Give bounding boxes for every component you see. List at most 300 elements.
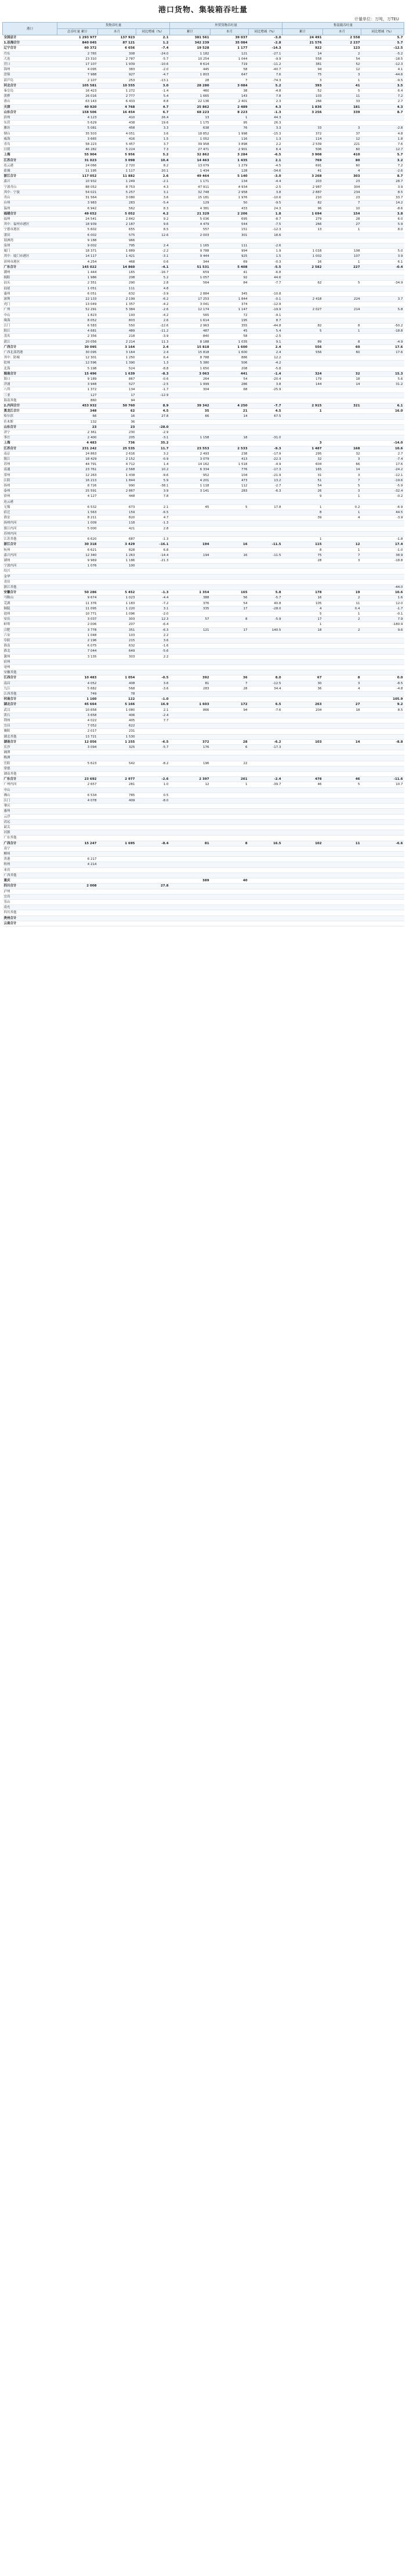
value-cell: 33.7 [361,195,404,201]
value-cell: -1.3 [136,521,170,526]
value-cell [170,649,211,654]
port-name-cell: 台州 [3,201,57,206]
value-cell: 1 357 [98,302,136,307]
value-cell: 17.4 [361,542,404,547]
value-cell [98,579,136,584]
value-cell: 2 351 [57,281,98,286]
value-cell [98,889,136,894]
value-cell [249,724,282,729]
value-cell [211,644,249,649]
value-cell: 165 [98,270,136,275]
value-cell: -6.5 [249,152,282,158]
value-cell [249,878,282,884]
value-cell: 10.6 [361,590,404,595]
value-cell: 3 898 [211,142,249,147]
value-cell: 17.8 [249,504,282,510]
table-row [3,78,404,83]
value-cell: 17 [211,606,249,611]
value-cell: 11 882 [98,174,136,179]
value-cell: 2 206 [211,211,249,216]
value-cell: -5.7 [249,595,282,601]
value-cell: 8.3 [136,206,170,211]
value-cell [282,302,323,307]
value-cell: 114 [282,136,323,141]
value-cell: 413 [211,457,249,462]
value-cell: -4.5 [249,163,282,168]
value-cell [170,899,211,904]
table-row [3,441,404,446]
value-cell: 207 [98,622,136,627]
value-cell [170,584,211,590]
value-cell [249,664,282,670]
value-cell [361,830,404,835]
value-cell: -8.4 [136,841,170,846]
value-cell [361,878,404,884]
value-cell: 1 [282,504,323,510]
value-cell: 562 [98,206,136,211]
value-cell: 66 [323,462,361,467]
port-name-cell: 广东其他 [3,835,57,841]
value-cell: 1 293 977 [57,35,98,41]
table-row [3,110,404,115]
value-cell: 32 862 [170,152,211,158]
table-row [3,281,404,286]
value-cell [249,830,282,835]
port-name-cell: 芜湖 [3,601,57,606]
port-name-cell: 深圳 [3,296,57,301]
value-cell: 2.4 [249,350,282,355]
table-row [3,404,404,409]
value-cell [361,574,404,579]
value-cell: 3.3 [249,126,282,131]
value-cell: 3.8 [361,211,404,216]
value-cell: 9 788 [170,249,211,254]
value-cell: 785 [98,793,136,798]
value-cell [323,664,361,670]
value-cell [211,798,249,804]
value-cell: 58 223 [57,142,98,147]
value-cell: 2 765 [57,51,98,56]
value-cell: 409 [98,798,136,804]
value-cell: -6.6 [361,841,404,846]
value-cell [323,115,361,121]
value-cell [98,584,136,590]
value-cell [323,878,361,884]
table-row [3,638,404,643]
value-cell: 7.8 [136,494,170,499]
value-cell [249,819,282,824]
value-cell: 719 [211,62,249,67]
value-cell: 3.7 [136,142,170,147]
value-cell: 303 [98,617,136,622]
value-cell [361,729,404,734]
value-cell: 1 665 [170,94,211,99]
value-cell [57,889,98,894]
value-cell [211,734,249,739]
value-cell [282,238,323,243]
value-cell: 383 [98,67,136,72]
table-row [3,478,404,483]
value-cell [282,830,323,835]
value-cell: 2 533 [211,446,249,451]
table-row [3,56,404,61]
value-cell: 421 [98,526,136,531]
value-cell: 210 [282,195,323,201]
value-cell [98,894,136,899]
port-name-cell: 海口 [3,377,57,382]
port-name-cell: 安徽合计 [3,590,57,595]
table-row [3,841,404,846]
value-cell: 2 003 [170,232,211,238]
value-cell [323,649,361,654]
value-cell: 14 860 [98,264,136,270]
value-cell: 16.0 [361,409,404,414]
value-cell: 2 616 [98,451,136,456]
value-cell: 2 787 [98,56,136,61]
value-cell [323,414,361,419]
value-cell: 6.1 [361,404,404,409]
value-cell: -39.7 [249,782,282,787]
table-row [3,169,404,174]
value-cell: 2.7 [361,451,404,456]
value-cell: -3.9 [136,334,170,339]
value-cell [323,569,361,574]
value-cell [170,424,211,430]
value-cell: -0.9 [136,457,170,462]
value-cell [170,734,211,739]
value-cell: 1 249 [98,179,136,184]
value-cell [249,697,282,702]
value-cell: 3 [323,457,361,462]
value-cell: 20 056 [57,339,98,344]
value-cell: 5 956 [98,152,136,158]
value-cell: 3.1 [136,606,170,611]
value-cell [323,232,361,238]
port-name-cell: 宁波舟山 [3,184,57,190]
value-cell: 18 852 [170,131,211,136]
value-cell: 72 [211,313,249,318]
value-cell: 116 [211,136,249,141]
value-cell: 27 [323,222,361,227]
value-cell [136,664,170,670]
table-row [3,846,404,851]
value-cell [170,772,211,777]
value-cell: 5 602 [57,227,98,232]
value-cell: 1 639 [98,371,136,376]
value-cell: 4.8 [361,131,404,136]
value-cell: 487 [170,329,211,334]
value-cell [98,755,136,761]
value-cell [323,361,361,366]
value-cell: 1 444 [57,270,98,275]
value-cell [361,835,404,841]
value-cell [249,537,282,542]
value-cell: 1 694 [282,211,323,216]
value-cell: 3 063 [170,371,211,376]
value-cell: 28.7 [361,179,404,184]
value-cell: 1 182 [170,51,211,56]
value-cell: 3 135 [57,654,98,659]
port-name-cell: 厦门 [3,249,57,254]
port-name-cell: 三亚 [3,393,57,398]
value-cell [282,115,323,121]
value-cell [361,291,404,296]
column-header: 总吞吐量 累计 [57,29,98,35]
value-cell: -7.4 [136,46,170,51]
value-cell [136,579,170,584]
value-cell: 345 [211,291,249,296]
value-cell: -34.6 [249,169,282,174]
value-cell [361,787,404,793]
value-cell [211,787,249,793]
table-row [3,339,404,344]
value-cell: 1 [211,782,249,787]
value-cell: 441 [211,371,249,376]
value-cell: 51 [282,478,323,483]
value-cell: 325 [98,745,136,750]
value-cell: 321 [323,404,361,409]
table-row [3,89,404,94]
value-cell: 121 [170,627,211,633]
value-cell: 2 568 [98,467,136,473]
value-cell: 24 541 [57,216,98,221]
value-cell: 44 791 [57,462,98,467]
value-cell: 8 726 [57,484,98,489]
value-cell: 1 [323,494,361,499]
value-cell: 8 [211,841,249,846]
value-cell: -9.9 [249,56,282,61]
value-cell [170,750,211,755]
value-cell [211,286,249,291]
port-name-cell: 长沙 [3,745,57,750]
value-cell: 286 [211,382,249,387]
port-name-cell: 唐山 [3,99,57,104]
value-cell: 468 [98,259,136,264]
value-cell: 4 479 [170,222,211,227]
table-row [3,724,404,729]
value-cell: -16.7 [136,270,170,275]
value-cell: 103 [282,94,323,99]
value-cell: -2.5 [136,382,170,387]
port-name-cell: 1.沿海合计 [3,41,57,46]
value-cell: -17.3 [249,745,282,750]
value-cell: 2 963 [170,323,211,328]
value-cell: 1 [323,78,361,83]
table-row [3,430,404,435]
value-cell: 795 [98,243,136,248]
value-cell [170,787,211,793]
table-row [3,350,404,355]
value-cell [211,804,249,809]
value-cell: 221 [323,142,361,147]
value-cell [98,819,136,824]
value-cell: 134 [98,387,136,393]
table-row [3,782,404,787]
port-name-cell: 辽宁合计 [3,46,57,51]
value-cell [57,825,98,830]
value-cell: -0.4 [361,264,404,270]
value-cell: 2 777 [98,94,136,99]
value-cell: 1 836 [282,104,323,110]
value-cell: -12.9 [136,393,170,398]
value-cell: 3 268 [282,174,323,179]
value-cell: -2.2 [136,249,170,254]
value-cell: -11.2 [136,329,170,334]
port-name-cell: 海南合计 [3,371,57,376]
value-cell: 15 496 [57,371,98,376]
value-cell: 4 123 [57,115,98,121]
value-cell: -4.4 [249,179,282,184]
value-cell: 433 [211,206,249,211]
value-cell: -17.3 [249,467,282,473]
value-cell: 8 788 [170,355,211,361]
port-name-cell: 汕尾 [3,286,57,291]
value-cell: 28 280 [170,83,211,88]
value-cell: 15 818 [170,344,211,350]
value-cell [170,654,211,659]
value-cell [282,809,323,814]
value-cell: 3.6 [136,131,170,136]
port-name-cell: 淮安 [3,515,57,521]
value-cell [98,852,136,857]
value-cell: 103 [282,739,323,744]
value-cell [98,884,136,889]
value-cell [136,691,170,696]
value-cell [211,825,249,830]
value-cell: 3 658 [57,713,98,718]
value-cell: 137 923 [98,35,136,41]
port-name-cell: 四川其他 [3,910,57,915]
value-cell: 128 [211,169,249,174]
value-cell [323,755,361,761]
table-row [3,515,404,521]
value-cell [361,766,404,771]
port-name-cell: 安庆 [3,617,57,622]
value-cell: 695 [211,216,249,221]
value-cell: 622 [98,724,136,729]
value-cell [136,574,170,579]
value-cell [136,814,170,819]
value-cell: 6 621 [57,547,98,553]
port-name-cell: 云南合计 [3,921,57,926]
value-cell [323,921,361,926]
value-cell: 2 356 [57,334,98,339]
port-name-cell: 浙江其他 [3,584,57,590]
value-cell [249,691,282,696]
value-cell: 31 564 [57,195,98,201]
value-cell: 1 096 [98,611,136,616]
value-cell: 30 318 [57,542,98,547]
value-cell [361,526,404,531]
value-cell: 5.4 [249,329,282,334]
value-cell: 2 152 [98,457,136,462]
value-cell [170,884,211,889]
value-cell: 30 095 [57,344,98,350]
value-cell [211,691,249,696]
value-cell: 24 863 [57,451,98,456]
value-cell [170,569,211,574]
value-cell: 406 [98,713,136,718]
value-cell [361,286,404,291]
value-cell: 1 372 [57,387,98,393]
value-cell [98,857,136,862]
value-cell [249,804,282,809]
value-cell: 544 [211,222,249,227]
table-row [3,174,404,179]
value-cell [282,755,323,761]
value-cell [282,862,323,867]
value-cell: 5.7 [361,152,404,158]
port-name-cell: 云浮 [3,814,57,819]
value-cell [323,430,361,435]
value-cell: 1 695 [98,841,136,846]
value-cell: 32 748 [170,190,211,195]
value-cell: 105 581 [57,83,98,88]
value-cell: 10 254 [170,56,211,61]
value-cell [323,243,361,248]
value-cell [211,894,249,899]
value-cell [211,867,249,873]
table-row [3,590,404,595]
value-cell [282,819,323,824]
value-cell: 2 582 [282,264,323,270]
value-cell: 990 [98,484,136,489]
value-cell [98,809,136,814]
value-cell [282,846,323,851]
table-row [3,46,404,51]
value-cell [282,569,323,574]
value-cell: 40.8 [249,601,282,606]
page-title: 港口货物、集装箱吞吐量 [158,6,248,14]
value-cell: 178 [282,590,323,595]
port-name-cell: 2.内河合计 [3,404,57,409]
table-row [3,361,404,366]
value-cell [211,659,249,664]
value-cell [361,899,404,904]
value-cell: 9 002 [57,243,98,248]
value-cell [249,574,282,579]
value-cell: -1.6 [136,644,170,649]
value-cell: 82 [282,323,323,328]
value-cell [282,825,323,830]
value-cell [136,584,170,590]
port-name-cell: 秦皇岛 [3,89,57,94]
value-cell: 776 [211,467,249,473]
value-cell: 78 [98,691,136,696]
value-cell: 2 196 [57,638,98,643]
value-cell [98,766,136,771]
port-name-cell: 徐州 [3,494,57,499]
value-cell: 25 591 [57,489,98,494]
value-cell: 542 [98,761,136,766]
value-cell: 927 [98,72,136,78]
value-cell: 1 220 [98,606,136,611]
table-row [3,451,404,456]
port-name-cell: 滨州 [3,115,57,121]
value-cell: -44.8 [249,323,282,328]
value-cell [170,510,211,515]
value-cell [323,750,361,755]
value-cell: 16.9 [136,702,170,707]
value-cell [211,713,249,718]
port-name-cell: 九江 [3,686,57,691]
value-cell: 45 664 [57,702,98,707]
value-cell: 214 [323,307,361,313]
value-cell: 18 [323,707,361,713]
value-cell [361,366,404,371]
value-cell [211,724,249,729]
table-row [3,814,404,819]
